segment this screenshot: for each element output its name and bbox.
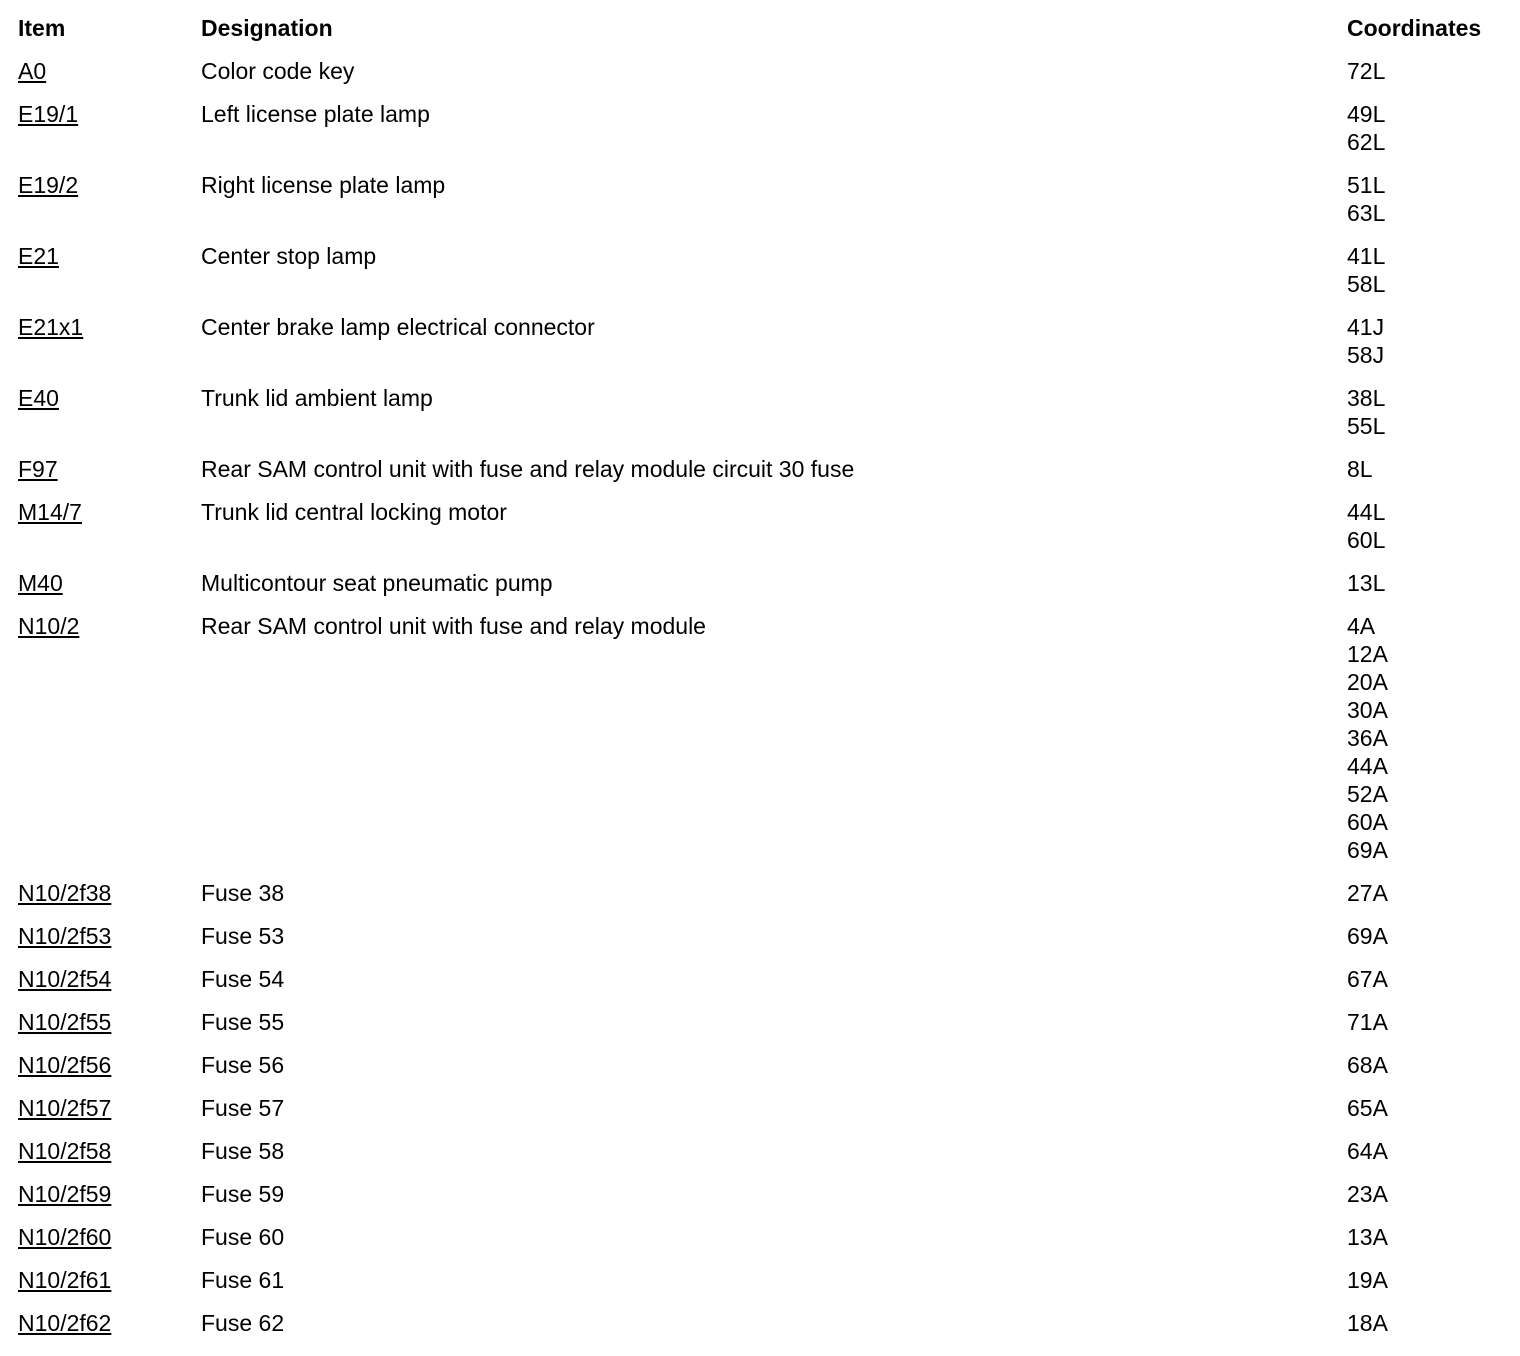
coordinates-cell [1347, 498, 1507, 569]
coordinates-cell [1347, 1180, 1507, 1223]
item-link[interactable]: N10/2f56 [18, 1052, 112, 1078]
coordinate-value: 71A [1347, 1009, 1388, 1035]
table-row [18, 384, 1507, 455]
coordinate-value: 4A [1347, 613, 1376, 639]
coordinate-value: 13A [1347, 1224, 1388, 1250]
table-row [18, 1008, 1507, 1051]
coordinate-value: 18A [1347, 1310, 1388, 1336]
coordinates-cell [1347, 1137, 1507, 1180]
item-link[interactable]: N10/2f62 [18, 1310, 112, 1336]
coordinates-cell [1347, 455, 1507, 498]
item-link[interactable]: N10/2f59 [18, 1181, 112, 1207]
item-link[interactable]: N10/2f60 [18, 1224, 112, 1250]
table-row [18, 1223, 1507, 1266]
item-cell [18, 612, 201, 879]
item-link[interactable]: E19/1 [18, 101, 79, 127]
coordinates-cell [1347, 57, 1507, 100]
item-cell [18, 242, 201, 313]
coordinates-cell [1347, 569, 1507, 612]
coordinates-cell [1347, 1266, 1507, 1309]
coordinates-cell [1347, 1309, 1507, 1352]
designation-cell: Fuse 56 [201, 1052, 285, 1078]
item-cell [18, 1137, 201, 1180]
table-body [18, 57, 1507, 1352]
item-cell [18, 57, 201, 100]
designation-cell: Trunk lid ambient lamp [201, 385, 433, 411]
table-header [18, 14, 1507, 57]
table-row [18, 455, 1507, 498]
coordinate-value: 27A [1347, 880, 1388, 906]
coordinates-cell [1347, 1094, 1507, 1137]
coordinate-value: 69A [1347, 923, 1388, 949]
table-row [18, 1309, 1507, 1352]
item-link[interactable]: E40 [18, 385, 59, 411]
coordinates-cell [1347, 612, 1507, 879]
item-cell [18, 1309, 201, 1352]
item-cell [18, 171, 201, 242]
coordinates-cell [1347, 171, 1507, 242]
item-cell [18, 384, 201, 455]
coordinate-value: 38L [1347, 385, 1386, 411]
designation-cell: Fuse 59 [201, 1181, 285, 1207]
designation-cell: Rear SAM control unit with fuse and relay module [201, 613, 706, 639]
coordinate-value: 64A [1347, 1138, 1388, 1164]
item-link[interactable]: N10/2f54 [18, 966, 112, 992]
table-row [18, 100, 1507, 171]
table-row [18, 569, 1507, 612]
coordinate-value: 58L [1347, 271, 1386, 297]
item-link[interactable]: M14/7 [18, 499, 82, 525]
coordinate-value: 23A [1347, 1181, 1388, 1207]
coordinate-value: 52A [1347, 781, 1388, 807]
coordinate-value: 41J [1347, 314, 1385, 340]
coordinate-value: 60L [1347, 527, 1386, 553]
coordinate-value: 44A [1347, 753, 1388, 779]
designation-cell: Fuse 62 [201, 1310, 285, 1336]
coordinate-value: 51L [1347, 172, 1386, 198]
item-cell [18, 1094, 201, 1137]
header-row [18, 14, 1507, 57]
designation-cell: Fuse 61 [201, 1267, 285, 1293]
coordinates-cell [1347, 1223, 1507, 1266]
coordinate-value: 30A [1347, 697, 1388, 723]
coordinates-cell [1347, 965, 1507, 1008]
coordinate-value: 72L [1347, 58, 1386, 84]
designation-cell: Fuse 55 [201, 1009, 285, 1035]
coordinate-value: 12A [1347, 641, 1388, 667]
coordinate-value: 63L [1347, 200, 1386, 226]
component-legend-table [18, 14, 1507, 1352]
designation-cell: Fuse 58 [201, 1138, 285, 1164]
item-link[interactable]: M40 [18, 570, 63, 596]
item-link[interactable]: N10/2f57 [18, 1095, 112, 1121]
coordinate-value: 68A [1347, 1052, 1388, 1078]
table-row [18, 1051, 1507, 1094]
item-cell [18, 879, 201, 922]
item-cell [18, 1051, 201, 1094]
coordinates-cell [1347, 879, 1507, 922]
table-row [18, 1180, 1507, 1223]
table-row [18, 1094, 1507, 1137]
item-link[interactable]: E19/2 [18, 172, 79, 198]
coordinate-value: 62L [1347, 129, 1386, 155]
coordinates-cell [1347, 242, 1507, 313]
coordinates-cell [1347, 313, 1507, 384]
item-link[interactable]: E21 [18, 243, 59, 269]
item-link[interactable]: N10/2 [18, 613, 80, 639]
coordinate-value: 65A [1347, 1095, 1388, 1121]
item-cell [18, 1180, 201, 1223]
header-designation: Designation [201, 15, 333, 41]
designation-cell: Center brake lamp electrical connector [201, 314, 595, 340]
designation-cell: Fuse 60 [201, 1224, 285, 1250]
item-cell [18, 1008, 201, 1051]
item-cell [18, 100, 201, 171]
coordinate-value: 67A [1347, 966, 1388, 992]
designation-cell: Fuse 57 [201, 1095, 285, 1121]
item-link[interactable]: N10/2f58 [18, 1138, 112, 1164]
coordinate-value: 8L [1347, 456, 1373, 482]
coordinate-value: 44L [1347, 499, 1386, 525]
item-cell [18, 313, 201, 384]
designation-cell: Fuse 54 [201, 966, 285, 992]
item-link[interactable]: N10/2f38 [18, 880, 112, 906]
item-cell [18, 922, 201, 965]
item-cell [18, 455, 201, 498]
designation-cell: Rear SAM control unit with fuse and relay module circuit 30 fuse [201, 456, 855, 482]
coordinates-cell [1347, 100, 1507, 171]
designation-cell: Fuse 53 [201, 923, 285, 949]
coordinate-value: 41L [1347, 243, 1386, 269]
coordinate-value: 58J [1347, 342, 1385, 368]
item-cell [18, 569, 201, 612]
item-link[interactable]: N10/2f55 [18, 1009, 112, 1035]
item-link[interactable]: E21x1 [18, 314, 84, 340]
table-row [18, 313, 1507, 384]
table-row [18, 57, 1507, 100]
item-link[interactable]: N10/2f53 [18, 923, 112, 949]
item-link[interactable]: N10/2f61 [18, 1267, 112, 1293]
table-row [18, 1137, 1507, 1180]
designation-cell: Left license plate lamp [201, 101, 430, 127]
coordinate-value: 13L [1347, 570, 1386, 596]
item-cell [18, 498, 201, 569]
designation-cell: Right license plate lamp [201, 172, 446, 198]
designation-cell: Fuse 38 [201, 880, 285, 906]
item-cell [18, 1266, 201, 1309]
coordinate-value: 36A [1347, 725, 1388, 751]
item-cell [18, 1223, 201, 1266]
header-coordinates: Coordinates [1347, 15, 1482, 41]
table-row [18, 922, 1507, 965]
header-item: Item [18, 15, 66, 41]
coordinates-cell [1347, 384, 1507, 455]
designation-cell: Center stop lamp [201, 243, 377, 269]
table-row [18, 498, 1507, 569]
table-row [18, 171, 1507, 242]
coordinate-value: 55L [1347, 413, 1386, 439]
table-row [18, 612, 1507, 879]
table-row [18, 879, 1507, 922]
designation-cell: Multicontour seat pneumatic pump [201, 570, 553, 596]
coordinates-cell [1347, 1008, 1507, 1051]
coordinate-value: 19A [1347, 1267, 1388, 1293]
designation-cell: Trunk lid central locking motor [201, 499, 507, 525]
item-link[interactable]: F97 [18, 456, 58, 482]
table-row [18, 1266, 1507, 1309]
coordinate-value: 20A [1347, 669, 1388, 695]
table-row [18, 242, 1507, 313]
table-row [18, 965, 1507, 1008]
coordinates-cell [1347, 1051, 1507, 1094]
coordinate-value: 69A [1347, 837, 1388, 863]
coordinate-value: 49L [1347, 101, 1386, 127]
coordinates-cell [1347, 922, 1507, 965]
coordinate-value: 60A [1347, 809, 1388, 835]
designation-cell: Color code key [201, 58, 355, 84]
item-link[interactable]: A0 [18, 58, 47, 84]
item-cell [18, 965, 201, 1008]
